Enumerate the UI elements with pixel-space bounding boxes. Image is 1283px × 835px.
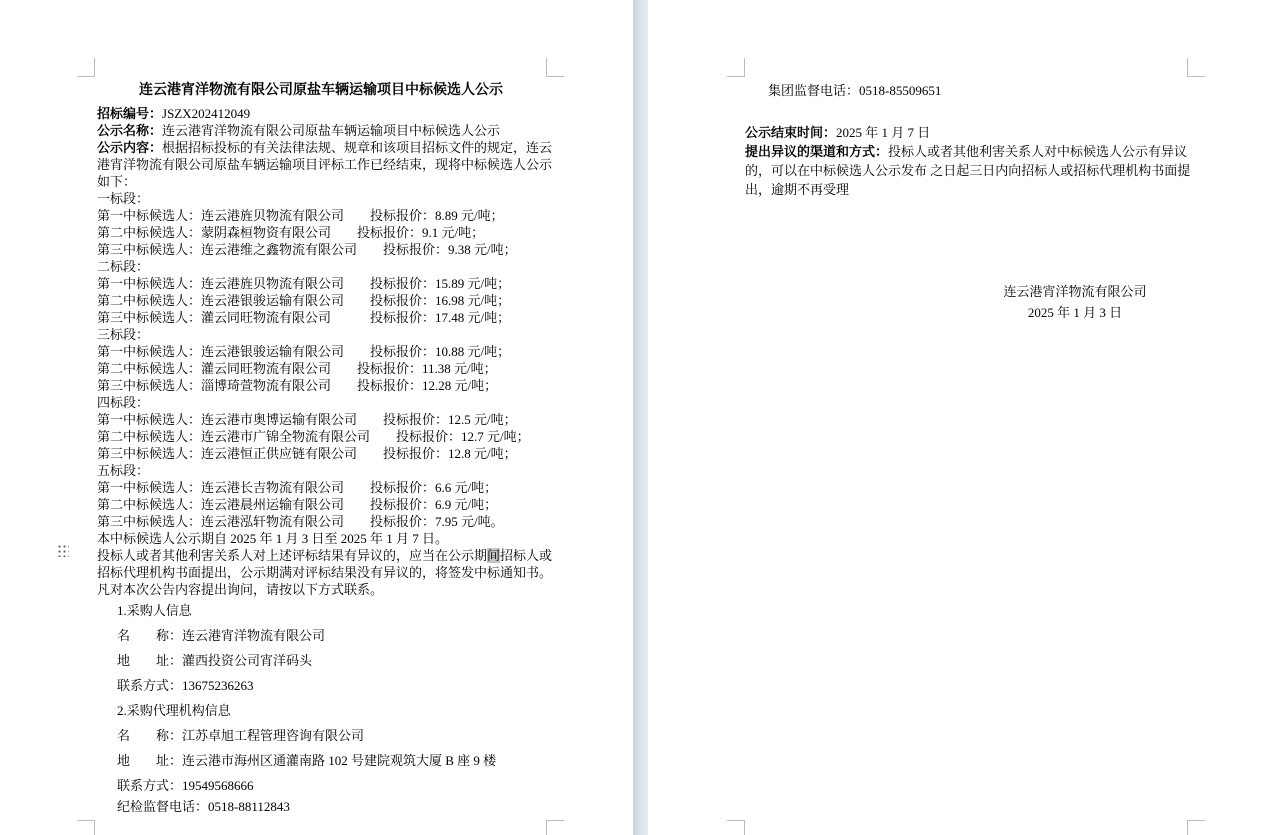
text-line: 凡对本次公告内容提出询问，请按以下方式联系。 (97, 582, 384, 597)
text-line: 第三中标候选人：连云港泓轩物流有限公司 投标报价：7.95 元/吨。 (97, 514, 504, 529)
text-boundary-mark-top-right (1187, 58, 1205, 77)
text-line: 第三中标候选人：灌云同旺物流有限公司 投标报价：17.48 元/吨； (97, 310, 511, 325)
text-line: 二标段： (97, 259, 150, 274)
page2-notice-text (745, 123, 1205, 199)
text-line: 第二中标候选人：连云港晨州运输有限公司 投标报价：6.9 元/吨； (97, 497, 498, 512)
page-title: 连云港宵洋物流有限公司原盐车辆运输项目中标候选人公示 (139, 83, 503, 98)
text-line: 第二中标候选人：连云港市广锦全物流有限公司 投标报价：12.7 元/吨； (97, 429, 530, 444)
signature-company: 连云港宵洋物流有限公司 (1003, 284, 1147, 299)
text-line: 第二中标候选人：灌云同旺物流有限公司 投标报价：11.38 元/吨； (97, 361, 497, 376)
text-boundary-mark-top-right (546, 58, 564, 77)
text-line: 第二中标候选人：蒙阴森桓物资有限公司 投标报价：9.1 元/吨； (97, 225, 485, 240)
text-line: 联系方式：19549568666 (117, 778, 254, 793)
text-line: 公示结束时间：2025 年 1 月 7 日 (745, 125, 931, 140)
text-line: 公示内容：根据招标投标的有关法律法规、规章和该项目招标文件的规定，连云 (97, 140, 553, 155)
text-line: 港宵洋物流有限公司原盐车辆运输项目评标工作已经结束，现将中标候选人公示 (97, 157, 553, 172)
text-boundary-mark-top-left (77, 58, 95, 77)
document-page-1 (0, 0, 633, 835)
highlighted-char: 间 (487, 548, 501, 563)
text-line: 地 址：连云港市海州区通灌南路 102 号建院观筑大厦 B 座 9 楼 (117, 753, 497, 768)
text-line: 第一中标候选人：连云港长吉物流有限公司 投标报价：6.6 元/吨； (97, 480, 498, 495)
text-line: 一标段： (97, 191, 150, 206)
text-line: 第一中标候选人：连云港旌贝物流有限公司 投标报价：15.89 元/吨； (97, 276, 511, 291)
text-line: 三标段： (97, 327, 150, 342)
page-gap-divider (633, 0, 648, 835)
text-line: 2.采购代理机构信息 (117, 703, 231, 718)
text-line: 招标代理机构书面提出，公示期满对评标结果没有异议的，将签发中标通知书。 (97, 565, 553, 580)
text-line: 四标段： (97, 395, 150, 410)
group-supervision-phone-line: 集团监督电话：0518-85509651 (768, 83, 942, 98)
text-line: 地 址：灌西投资公司宵洋码头 (117, 653, 313, 668)
text-line: 第二中标候选人：连云港银骏运输有限公司 投标报价：16.98 元/吨； (97, 293, 511, 308)
text-line: 的，可以在中标候选人公示发布 之日起三日内向招标人或招标代理机构书面提 (745, 163, 1191, 178)
text-line: 第一中标候选人：连云港市奥博运输有限公司 投标报价：12.5 元/吨； (97, 412, 517, 427)
text-line: 投标人或者其他利害关系人对上述评标结果有异议的，应当在公示期间招标人或 (97, 548, 553, 563)
page1-body-text (97, 105, 557, 816)
text-line: 第一中标候选人：连云港银骏运输有限公司 投标报价：10.88 元/吨； (97, 344, 511, 359)
text-line: 出，逾期不再受理 (745, 182, 850, 197)
signature-block (995, 281, 1155, 323)
text-line: 名 称：连云港宵洋物流有限公司 (117, 628, 326, 643)
text-line: 第三中标候选人：连云港恒正供应链有限公司 投标报价：12.8 元/吨； (97, 446, 517, 461)
text-line: 公示名称：连云港宵洋物流有限公司原盐车辆运输项目中标候选人公示 (97, 123, 501, 138)
text-line: 第三中标候选人：淄博琦萱物流有限公司 投标报价：12.28 元/吨； (97, 378, 498, 393)
text-line: 提出异议的渠道和方式：投标人或者其他利害关系人对中标候选人公示有异议 (745, 144, 1188, 159)
text-line: 联系方式：13675236263 (117, 678, 254, 693)
text-boundary-mark-bottom-left (77, 820, 95, 835)
comment-anchor-dots-icon[interactable] (57, 544, 69, 557)
text-line: 五标段： (97, 463, 150, 478)
text-boundary-mark-top-left (727, 58, 745, 77)
text-line: 1.采购人信息 (117, 603, 192, 618)
text-line: 名 称：江苏卓旭工程管理咨询有限公司 (117, 728, 365, 743)
text-boundary-mark-bottom-right (546, 820, 564, 835)
text-line: 第三中标候选人：连云港维之鑫物流有限公司 投标报价：9.38 元/吨； (97, 242, 517, 257)
text-line: 本中标候选人公示期自 2025 年 1 月 3 日至 2025 年 1 月 7 日。 (97, 531, 449, 546)
text-line: 纪检监督电话：0518-88112843 (117, 799, 290, 814)
text-line: 如下： (97, 174, 137, 189)
text-boundary-mark-bottom-right (1187, 820, 1205, 835)
text-line: 招标编号：JSZX202412049 (97, 106, 251, 121)
text-line: 第一中标候选人：连云港旌贝物流有限公司 投标报价：8.89 元/吨； (97, 208, 504, 223)
signature-date: 2025 年 1 月 3 日 (1027, 305, 1123, 320)
text-boundary-mark-bottom-left (727, 820, 745, 835)
